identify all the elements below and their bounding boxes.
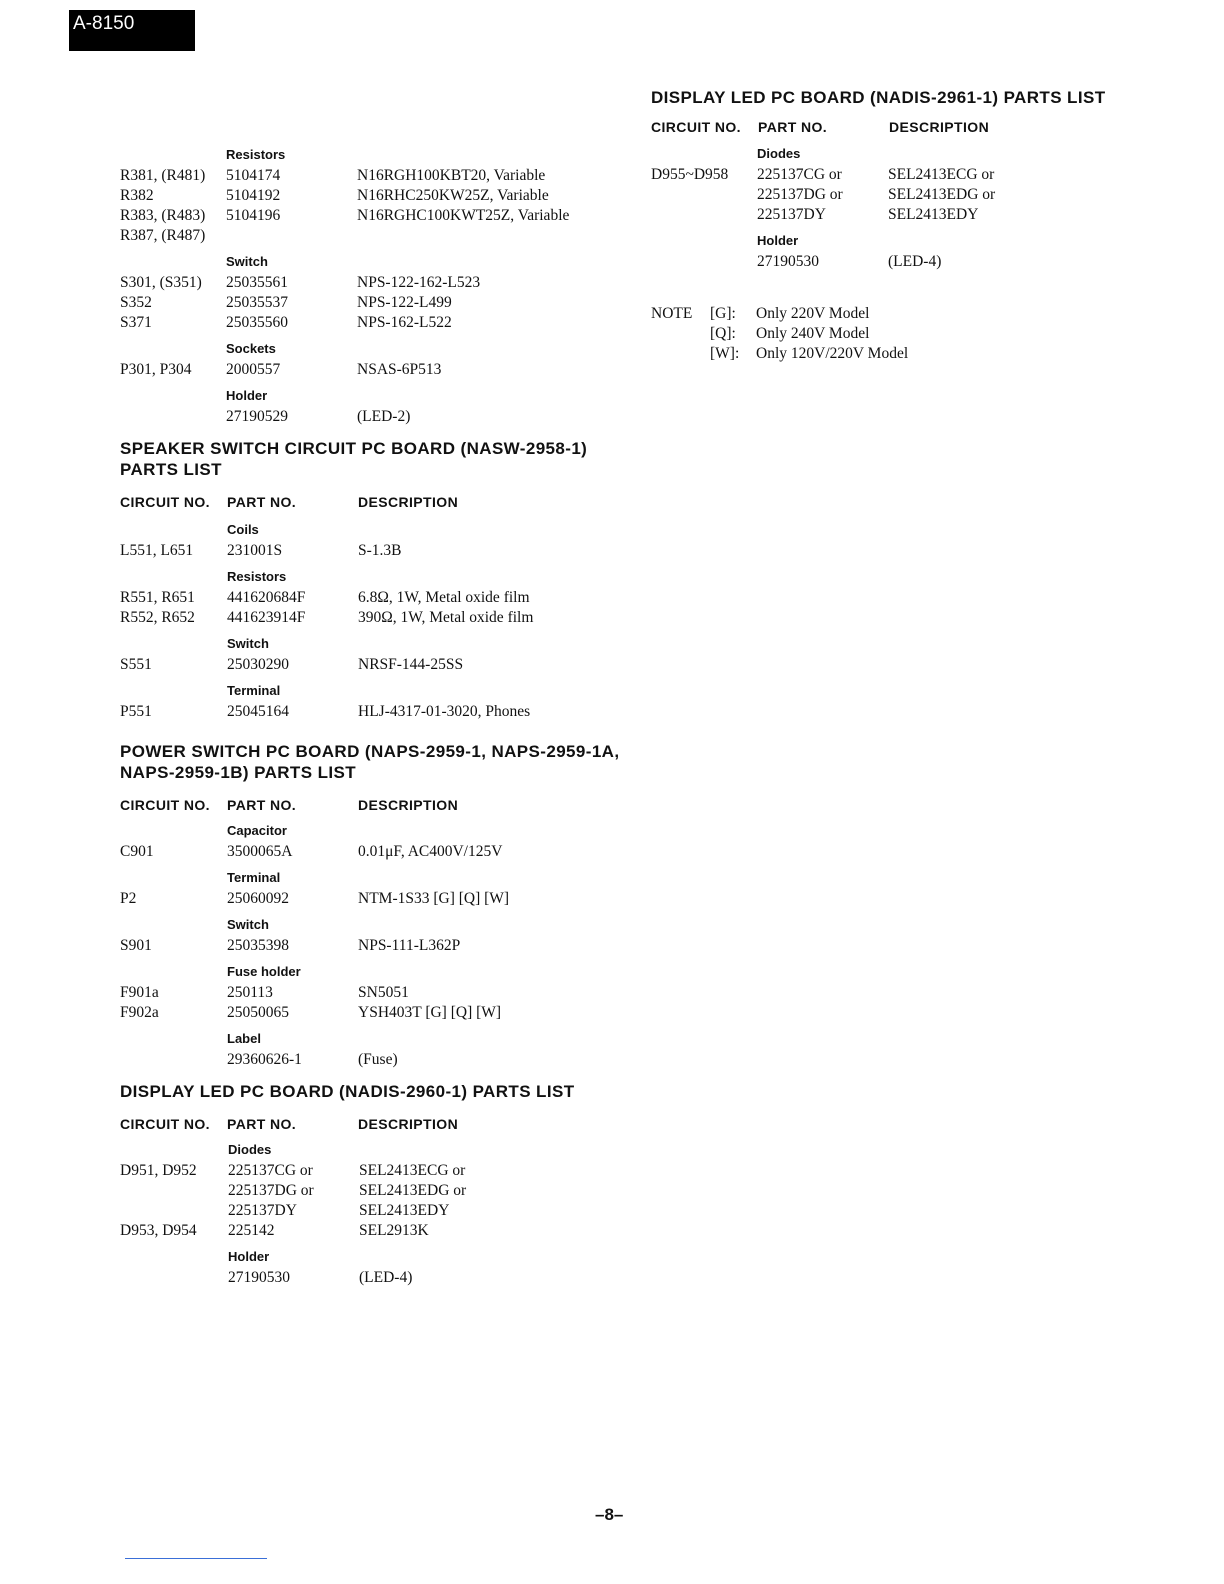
header-circuit-no: CIRCUIT NO. bbox=[651, 119, 741, 135]
group-label bbox=[120, 388, 660, 408]
description: N16RGH100KBT20, Variable bbox=[357, 167, 546, 184]
part-no: 225137DG or bbox=[228, 1182, 314, 1199]
part-no: 25035537 bbox=[226, 294, 288, 311]
description: (Fuse) bbox=[358, 1051, 398, 1068]
description: YSH403T [G] [Q] [W] bbox=[358, 1004, 502, 1021]
part-no: 225137CG or bbox=[228, 1162, 313, 1179]
description: N16RGHC100KWT25Z, Variable bbox=[357, 207, 570, 224]
circuit-no: D955~D958 bbox=[651, 166, 729, 183]
parts-row bbox=[120, 274, 660, 294]
description: HLJ-4317-01-3020, Phones bbox=[358, 703, 531, 720]
description: NSAS-6P513 bbox=[357, 361, 442, 378]
group-label bbox=[120, 254, 660, 274]
circuit-no: D951, D952 bbox=[120, 1162, 197, 1179]
parts-row bbox=[651, 253, 1171, 273]
description: NPS-162-L522 bbox=[357, 314, 452, 331]
circuit-no: S371 bbox=[120, 314, 152, 331]
circuit-no: P2 bbox=[120, 890, 137, 907]
description: SEL2413ECG or bbox=[359, 1162, 466, 1179]
group-label-text: Capacitor bbox=[227, 823, 287, 838]
group-label-text: Holder bbox=[228, 1249, 270, 1264]
speaker-switch-title-line2: PARTS LIST bbox=[120, 460, 222, 479]
group-label bbox=[120, 683, 660, 703]
parts-row bbox=[120, 656, 660, 676]
group-label-text: Coils bbox=[227, 522, 259, 537]
description: SN5051 bbox=[358, 984, 409, 1001]
column-headers bbox=[120, 797, 660, 817]
description: NPS-122-162-L523 bbox=[357, 274, 481, 291]
group-label bbox=[120, 823, 660, 843]
parts-row bbox=[120, 207, 660, 227]
group-label-text: Resistors bbox=[226, 147, 286, 162]
note-row bbox=[651, 305, 1171, 325]
description: (LED-4) bbox=[359, 1269, 413, 1286]
note-code: [G]: bbox=[710, 305, 736, 322]
speaker-switch-title: SPEAKER SWITCH CIRCUIT PC BOARD (NASW-2958-1) bbox=[120, 439, 588, 458]
group-label bbox=[651, 233, 1171, 253]
speaker-parts-block bbox=[120, 522, 660, 723]
group-label bbox=[120, 569, 660, 589]
left-column bbox=[120, 147, 660, 1289]
parts-row bbox=[120, 1051, 660, 1071]
group-label-text: Terminal bbox=[227, 683, 281, 698]
top-parts-block bbox=[120, 147, 660, 428]
note-code: [Q]: bbox=[710, 325, 736, 342]
part-no: 225142 bbox=[228, 1222, 275, 1239]
parts-row bbox=[120, 984, 660, 1004]
circuit-no: R552, R652 bbox=[120, 609, 195, 626]
part-no: 25045164 bbox=[227, 703, 289, 720]
part-no: 250113 bbox=[227, 984, 273, 1001]
circuit-no: L551, L651 bbox=[120, 542, 194, 559]
part-no: 27190530 bbox=[757, 253, 819, 270]
description: N16RHC250KW25Z, Variable bbox=[357, 187, 549, 204]
page-number: –8– bbox=[595, 1505, 624, 1524]
parts-row bbox=[120, 1004, 660, 1024]
part-no: 27190530 bbox=[228, 1269, 290, 1286]
note-row bbox=[651, 325, 1171, 345]
parts-row bbox=[120, 542, 660, 562]
description: NRSF-144-25SS bbox=[358, 656, 464, 673]
header-circuit-no: CIRCUIT NO. bbox=[120, 797, 210, 813]
group-label-text: Switch bbox=[227, 917, 269, 932]
parts-row bbox=[120, 1269, 660, 1289]
circuit-no: F901a bbox=[120, 984, 159, 1001]
header-part-no: PART NO. bbox=[227, 1116, 297, 1132]
description: 390Ω, 1W, Metal oxide film bbox=[358, 609, 534, 626]
group-label bbox=[120, 636, 660, 656]
group-label bbox=[120, 341, 660, 361]
part-no: 225137DG or bbox=[757, 186, 843, 203]
notes-block bbox=[651, 305, 1171, 365]
group-label-text: Terminal bbox=[227, 870, 281, 885]
circuit-no: R382 bbox=[120, 187, 154, 204]
circuit-no: R387, (R487) bbox=[120, 227, 206, 244]
parts-row bbox=[120, 703, 660, 723]
circuit-no: R381, (R481) bbox=[120, 167, 206, 184]
part-no: 25035398 bbox=[227, 937, 289, 954]
power-parts-block bbox=[120, 823, 660, 1071]
description: SEL2413ECG or bbox=[888, 166, 995, 183]
circuit-no: S301, (S351) bbox=[120, 274, 202, 291]
parts-row bbox=[120, 1182, 660, 1202]
note-text: Only 120V/220V Model bbox=[756, 345, 909, 362]
circuit-no: R383, (R483) bbox=[120, 207, 206, 224]
column-headers bbox=[120, 1116, 660, 1136]
group-label-text: Diodes bbox=[757, 146, 801, 161]
description: SEL2413EDG or bbox=[359, 1182, 467, 1199]
description: NPS-122-L499 bbox=[357, 294, 452, 311]
circuit-no: F902a bbox=[120, 1004, 159, 1021]
part-no: 441623914F bbox=[227, 609, 306, 626]
group-label-text: Resistors bbox=[227, 569, 287, 584]
circuit-no: S352 bbox=[120, 294, 152, 311]
part-no: 25035560 bbox=[226, 314, 288, 331]
description: NTM-1S33 [G] [Q] [W] bbox=[358, 890, 510, 907]
part-no: 225137DY bbox=[757, 206, 826, 223]
parts-row bbox=[120, 227, 660, 247]
parts-row bbox=[120, 294, 660, 314]
parts-row bbox=[120, 1162, 660, 1182]
circuit-no: S901 bbox=[120, 937, 152, 954]
parts-row bbox=[120, 937, 660, 957]
parts-row bbox=[651, 206, 1171, 226]
description: (LED-4) bbox=[888, 253, 942, 270]
parts-row bbox=[120, 408, 660, 428]
part-no: 2000557 bbox=[226, 361, 281, 378]
description: SEL2413EDY bbox=[888, 206, 979, 223]
note-code: [W]: bbox=[710, 345, 740, 362]
group-label-text: Diodes bbox=[228, 1142, 272, 1157]
part-no: 3500065A bbox=[227, 843, 293, 860]
part-no: 441620684F bbox=[227, 589, 306, 606]
parts-row bbox=[120, 843, 660, 863]
parts-row bbox=[120, 1202, 660, 1222]
circuit-no: R551, R651 bbox=[120, 589, 195, 606]
description: SEL2913K bbox=[359, 1222, 429, 1239]
column-headers bbox=[651, 119, 1171, 139]
divider-line bbox=[125, 1558, 267, 1559]
parts-row bbox=[120, 361, 660, 381]
part-no: 225137CG or bbox=[757, 166, 842, 183]
circuit-no: D953, D954 bbox=[120, 1222, 197, 1239]
display-led-2960-title: DISPLAY LED PC BOARD (NADIS-2960-1) PARTS LIST bbox=[120, 1082, 575, 1101]
display-led-2961-title: DISPLAY LED PC BOARD (NADIS-2961-1) PARTS LIST bbox=[651, 88, 1106, 107]
parts-row bbox=[120, 167, 660, 187]
group-label bbox=[120, 522, 660, 542]
note-label: NOTE bbox=[651, 305, 693, 322]
group-label-text: Fuse holder bbox=[227, 964, 301, 979]
group-label bbox=[120, 964, 660, 984]
part-no: 5104196 bbox=[226, 207, 281, 224]
group-label bbox=[120, 1031, 660, 1051]
part-no: 25035561 bbox=[226, 274, 288, 291]
header-part-no: PART NO. bbox=[758, 119, 828, 135]
part-no: 27190529 bbox=[226, 408, 288, 425]
right-column bbox=[651, 87, 1171, 365]
header-description: DESCRIPTION bbox=[358, 1116, 459, 1132]
header-description: DESCRIPTION bbox=[358, 494, 459, 510]
parts-row bbox=[120, 589, 660, 609]
led2961-parts-block bbox=[651, 146, 1171, 273]
parts-row bbox=[651, 166, 1171, 186]
group-label-text: Switch bbox=[227, 636, 269, 651]
header-description: DESCRIPTION bbox=[358, 797, 459, 813]
description: (LED-2) bbox=[357, 408, 411, 425]
part-no: 231001S bbox=[227, 542, 283, 559]
parts-row bbox=[120, 890, 660, 910]
header-circuit-no: CIRCUIT NO. bbox=[120, 1116, 210, 1132]
power-switch-title: POWER SWITCH PC BOARD (NAPS-2959-1, NAPS-2959-1A, bbox=[120, 742, 620, 761]
note-text: Only 220V Model bbox=[756, 305, 870, 322]
header-part-no: PART NO. bbox=[227, 797, 297, 813]
group-label-text: Sockets bbox=[226, 341, 276, 356]
group-label bbox=[120, 870, 660, 890]
header-description: DESCRIPTION bbox=[889, 119, 990, 135]
group-label-text: Label bbox=[227, 1031, 261, 1046]
circuit-no: P301, P304 bbox=[120, 361, 192, 378]
group-label bbox=[120, 917, 660, 937]
group-label-text: Switch bbox=[226, 254, 268, 269]
parts-row bbox=[120, 609, 660, 629]
part-no: 225137DY bbox=[228, 1202, 297, 1219]
header-circuit-no: CIRCUIT NO. bbox=[120, 494, 210, 510]
part-no: 25030290 bbox=[227, 656, 289, 673]
group-label-text: Holder bbox=[226, 388, 268, 403]
group-label bbox=[120, 1142, 660, 1162]
parts-row bbox=[120, 314, 660, 334]
part-no: 29360626-1 bbox=[227, 1051, 302, 1068]
part-no: 25060092 bbox=[227, 890, 289, 907]
circuit-no: P551 bbox=[120, 703, 152, 720]
description: SEL2413EDY bbox=[359, 1202, 450, 1219]
part-no: 5104174 bbox=[226, 167, 281, 184]
column-headers bbox=[120, 494, 660, 514]
part-no: 25050065 bbox=[227, 1004, 289, 1021]
led2960-parts-block bbox=[120, 1142, 660, 1289]
group-label bbox=[651, 146, 1171, 166]
description: NPS-111-L362P bbox=[358, 937, 461, 954]
power-switch-title-line2: NAPS-2959-1B) PARTS LIST bbox=[120, 763, 356, 782]
header-part-no: PART NO. bbox=[227, 494, 297, 510]
document-id-tag: A-8150 bbox=[69, 10, 195, 51]
circuit-no: S551 bbox=[120, 656, 152, 673]
parts-row bbox=[651, 186, 1171, 206]
note-row bbox=[651, 345, 1171, 365]
note-text: Only 240V Model bbox=[756, 325, 870, 342]
description: SEL2413EDG or bbox=[888, 186, 996, 203]
description: S-1.3B bbox=[358, 542, 402, 559]
group-label bbox=[120, 1249, 660, 1269]
group-label bbox=[120, 147, 660, 167]
part-no: 5104192 bbox=[226, 187, 281, 204]
parts-row bbox=[120, 187, 660, 207]
description: 0.01μF, AC400V/125V bbox=[358, 843, 503, 860]
description: 6.8Ω, 1W, Metal oxide film bbox=[358, 589, 530, 606]
group-label-text: Holder bbox=[757, 233, 799, 248]
circuit-no: C901 bbox=[120, 843, 154, 860]
parts-row bbox=[120, 1222, 660, 1242]
